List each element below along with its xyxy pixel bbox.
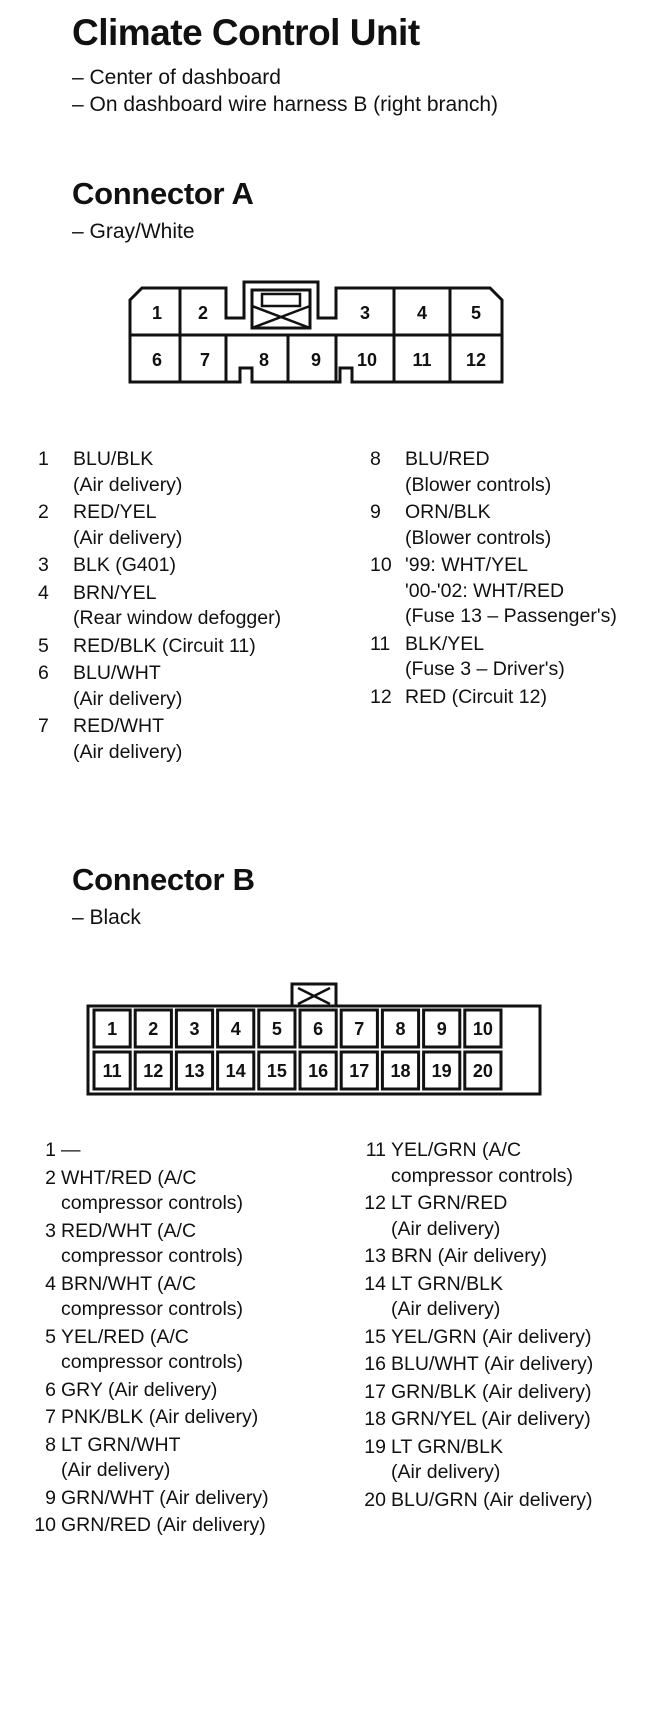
pin-number: 17 [364, 1380, 386, 1403]
pin-description [405, 447, 551, 498]
pin-description-line: WHT/RED (A/C [61, 1166, 197, 1189]
pin-entry [38, 634, 281, 660]
pin-entry [32, 1378, 269, 1404]
connector-a-pin: 5 [470, 303, 482, 323]
pin-number: 8 [370, 448, 381, 470]
connector-a-title: Connector A [72, 176, 254, 211]
pin-entry [362, 1244, 593, 1270]
pin-description-line: BLK (G401) [73, 554, 176, 576]
pin-entry [362, 1407, 593, 1433]
connector-a-pin: 1 [151, 303, 163, 323]
pin-number: 5 [38, 634, 49, 657]
connector-b-pin: 9 [436, 1019, 447, 1039]
pin-description [405, 632, 565, 683]
pin-description [391, 1191, 507, 1242]
pin-entry [370, 447, 617, 498]
pin-description-line: (Air delivery) [73, 526, 183, 549]
pin-description-line: BRN (Air delivery) [391, 1245, 548, 1267]
pin-number: 1 [38, 448, 49, 470]
pin-number: 6 [45, 1378, 56, 1401]
connector-b-pin: 17 [349, 1061, 370, 1081]
pin-description-line: GRN/WHT (Air delivery) [61, 1486, 269, 1509]
pin-description-line: BRN/YEL [73, 581, 157, 604]
pin-entry [362, 1325, 593, 1351]
pin-description-line: compressor controls) [61, 1351, 244, 1373]
pin-description-line: BLU/WHT (Air delivery) [391, 1353, 594, 1375]
connector-a-diagram [0, 272, 672, 412]
pin-description [73, 634, 256, 660]
pin-description [391, 1138, 573, 1189]
pin-description-line: RED (Circuit 12) [405, 685, 547, 708]
pin-description-line: YEL/GRN (Air delivery) [391, 1325, 592, 1348]
pin-description-line: BLK/YEL [405, 632, 485, 655]
pin-description-line: (Air delivery) [391, 1461, 501, 1483]
pin-number: 9 [370, 501, 381, 523]
pin-description-line: (Blower controls) [405, 526, 552, 549]
pin-entry [32, 1486, 269, 1512]
pin-description-line: (Air delivery) [73, 740, 183, 763]
pin-entry [32, 1405, 269, 1431]
connector-a-pin: 11 [412, 350, 432, 370]
connector-b-pin: 19 [431, 1061, 452, 1081]
pin-description [391, 1380, 591, 1406]
pin-description [405, 500, 551, 551]
pin-description-line: '00-'02: WHT/RED [405, 579, 565, 602]
connector-b-pin: 8 [395, 1019, 406, 1039]
pin-number: 4 [38, 581, 49, 604]
title-note-harness: – On dashboard wire harness B (right branch) [72, 93, 499, 116]
pin-description [61, 1219, 243, 1270]
pin-description [61, 1513, 266, 1539]
connector-a-pin: 8 [258, 350, 270, 370]
pin-description [61, 1138, 81, 1164]
pin-entry [362, 1191, 593, 1242]
connector-a-pin: 6 [151, 350, 163, 370]
connector-a-color: – Gray/White [72, 220, 195, 243]
pin-description-line: YEL/GRN (A/C [391, 1139, 522, 1161]
pin-number: 14 [364, 1272, 386, 1295]
pin-entry [38, 581, 281, 632]
pin-description-line: — [61, 1139, 81, 1161]
connector-a-pin: 3 [359, 303, 371, 323]
pin-description [73, 714, 182, 765]
connector-b-pin: 7 [354, 1019, 365, 1039]
pin-description-line: (Fuse 13 – Passenger's) [405, 605, 617, 627]
pin-description-line: (Air delivery) [73, 473, 183, 496]
connector-a-pin: 9 [310, 350, 322, 370]
pin-description [73, 500, 182, 551]
connector-b-pin: 13 [184, 1061, 205, 1081]
connector-a-pin: 10 [356, 350, 378, 370]
pin-entry [370, 632, 617, 683]
connector-b-title: Connector B [72, 862, 255, 897]
pin-description [73, 661, 182, 712]
pin-number: 2 [38, 501, 49, 523]
connector-b-pin: 16 [308, 1061, 329, 1081]
pin-description [73, 447, 182, 498]
pin-entry [32, 1325, 269, 1376]
pin-description [405, 685, 547, 711]
connector-b-color: – Black [72, 906, 141, 929]
pin-description-line: GRY (Air delivery) [61, 1378, 218, 1401]
pin-description-line: LT GRN/BLK [391, 1435, 503, 1458]
pin-description-line: GRN/YEL (Air delivery) [391, 1408, 591, 1430]
pin-entry [38, 714, 281, 765]
pin-entry [362, 1352, 593, 1378]
connector-a-right-list [370, 447, 617, 712]
pin-number: 3 [45, 1219, 56, 1242]
pin-description-line: LT GRN/RED [391, 1192, 508, 1214]
pin-description [61, 1433, 181, 1484]
pin-description-line: (Air delivery) [61, 1459, 171, 1481]
pin-number: 20 [364, 1488, 386, 1511]
pin-description [391, 1244, 547, 1270]
connector-a-pin: 4 [416, 303, 428, 323]
pin-description-line: BLU/RED [405, 448, 490, 470]
connector-b-diagram [0, 970, 672, 1100]
pin-number: 11 [370, 632, 391, 655]
pin-description [61, 1486, 269, 1512]
pin-description-line: YEL/RED (A/C [61, 1325, 189, 1348]
pin-number: 13 [364, 1245, 386, 1267]
pin-number: 4 [45, 1272, 56, 1295]
pin-description-line: BLU/GRN (Air delivery) [391, 1488, 593, 1511]
pin-description-line: BRN/WHT (A/C [61, 1272, 197, 1295]
pin-description-line: '99: WHT/YEL [405, 554, 528, 576]
connector-a-pin: 2 [197, 303, 209, 323]
pin-entry [362, 1380, 593, 1406]
pin-description-line: (Blower controls) [405, 473, 552, 496]
connector-b-pin: 18 [390, 1061, 411, 1081]
pin-number: 11 [365, 1139, 386, 1161]
pin-description [73, 581, 281, 632]
pin-entry [362, 1488, 593, 1514]
pin-entry [370, 500, 617, 551]
connector-b-pin: 3 [189, 1019, 200, 1039]
pin-entry [32, 1219, 269, 1270]
connector-b-pin: 6 [313, 1019, 324, 1039]
pin-description-line: PNK/BLK (Air delivery) [61, 1406, 259, 1428]
pin-number: 18 [364, 1408, 386, 1430]
pin-description-line: LT GRN/BLK [391, 1272, 503, 1295]
title-note-location: – Center of dashboard [72, 66, 281, 89]
connector-b-pin: 14 [225, 1061, 246, 1081]
connector-b-pin: 10 [472, 1019, 493, 1039]
pin-description [391, 1325, 591, 1351]
pin-entry [32, 1138, 269, 1164]
pin-number: 1 [45, 1139, 56, 1161]
pin-number: 15 [364, 1325, 386, 1348]
pin-description-line: RED/WHT (A/C [61, 1219, 197, 1242]
pin-description-line: (Air delivery) [391, 1217, 501, 1240]
pin-number: 7 [45, 1406, 56, 1428]
pin-number: 5 [45, 1325, 56, 1348]
connector-b-right-list [362, 1138, 593, 1515]
pin-description-line: BLU/BLK [73, 448, 154, 470]
pin-number: 16 [364, 1353, 386, 1375]
pin-number: 6 [38, 662, 49, 684]
pin-description [391, 1272, 503, 1323]
connector-b-pin: 1 [107, 1019, 118, 1039]
pin-description-line: compressor controls) [391, 1164, 574, 1187]
pin-description-line: (Rear window defogger) [73, 607, 282, 629]
pin-entry [38, 447, 281, 498]
connector-a-pin: 7 [199, 350, 211, 370]
connector-b-pin: 11 [102, 1061, 122, 1081]
pin-entry [370, 685, 617, 711]
connector-a-left-list [38, 447, 281, 767]
pin-description [405, 553, 617, 630]
connector-b-pin: 15 [266, 1061, 287, 1081]
pin-description [61, 1405, 258, 1431]
pin-description-line: BLU/WHT [73, 662, 161, 684]
pin-description [61, 1378, 217, 1404]
pin-number: 19 [364, 1435, 386, 1458]
pin-description-line: (Air delivery) [391, 1298, 501, 1320]
pin-entry [362, 1435, 593, 1486]
pin-description-line: compressor controls) [61, 1192, 244, 1214]
pin-description [61, 1272, 243, 1323]
pin-entry [370, 553, 617, 630]
pin-description [391, 1488, 593, 1514]
pin-number: 7 [38, 715, 49, 737]
page-title: Climate Control Unit [72, 12, 420, 53]
pin-description-line: GRN/BLK (Air delivery) [391, 1380, 592, 1403]
connector-b-pin: 4 [230, 1019, 241, 1039]
pin-number: 8 [45, 1433, 56, 1456]
pin-description [391, 1407, 591, 1433]
connector-b-pin: 12 [143, 1061, 164, 1081]
pin-entry [32, 1166, 269, 1217]
pin-description-line: ORN/BLK [405, 501, 491, 523]
pin-number: 2 [45, 1166, 56, 1189]
pin-description [391, 1352, 593, 1378]
connector-b-pin: 20 [472, 1061, 493, 1081]
pin-description [61, 1325, 243, 1376]
pin-description [391, 1435, 503, 1486]
pin-description [61, 1166, 243, 1217]
pin-description [73, 553, 176, 579]
connector-b-left-list [32, 1138, 269, 1541]
pin-entry [362, 1272, 593, 1323]
pin-entry [32, 1272, 269, 1323]
pin-description-line: (Air delivery) [73, 687, 183, 710]
pin-number: 10 [34, 1514, 56, 1536]
pin-description-line: GRN/RED (Air delivery) [61, 1514, 266, 1536]
pin-description-line: RED/YEL [73, 501, 157, 523]
pin-number: 10 [370, 554, 392, 576]
connector-b-pin: 5 [271, 1019, 282, 1039]
pin-entry [32, 1433, 269, 1484]
pin-description-line: RED/WHT [73, 715, 164, 737]
pin-entry [38, 500, 281, 551]
pin-description-line: RED/BLK (Circuit 11) [73, 634, 256, 657]
connector-b-pin: 2 [148, 1019, 159, 1039]
pin-description-line: LT GRN/WHT [61, 1433, 181, 1456]
pin-entry [38, 553, 281, 579]
pin-description-line: (Fuse 3 – Driver's) [405, 658, 565, 680]
pin-number: 12 [370, 685, 392, 708]
pin-description-line: compressor controls) [61, 1298, 244, 1320]
pin-number: 3 [38, 554, 49, 576]
pin-number: 9 [45, 1486, 56, 1509]
pin-entry [362, 1138, 593, 1189]
pin-description-line: compressor controls) [61, 1245, 244, 1267]
connector-a-pin: 12 [465, 350, 487, 370]
pin-entry [38, 661, 281, 712]
pin-number: 12 [364, 1192, 386, 1214]
pin-entry [32, 1513, 269, 1539]
